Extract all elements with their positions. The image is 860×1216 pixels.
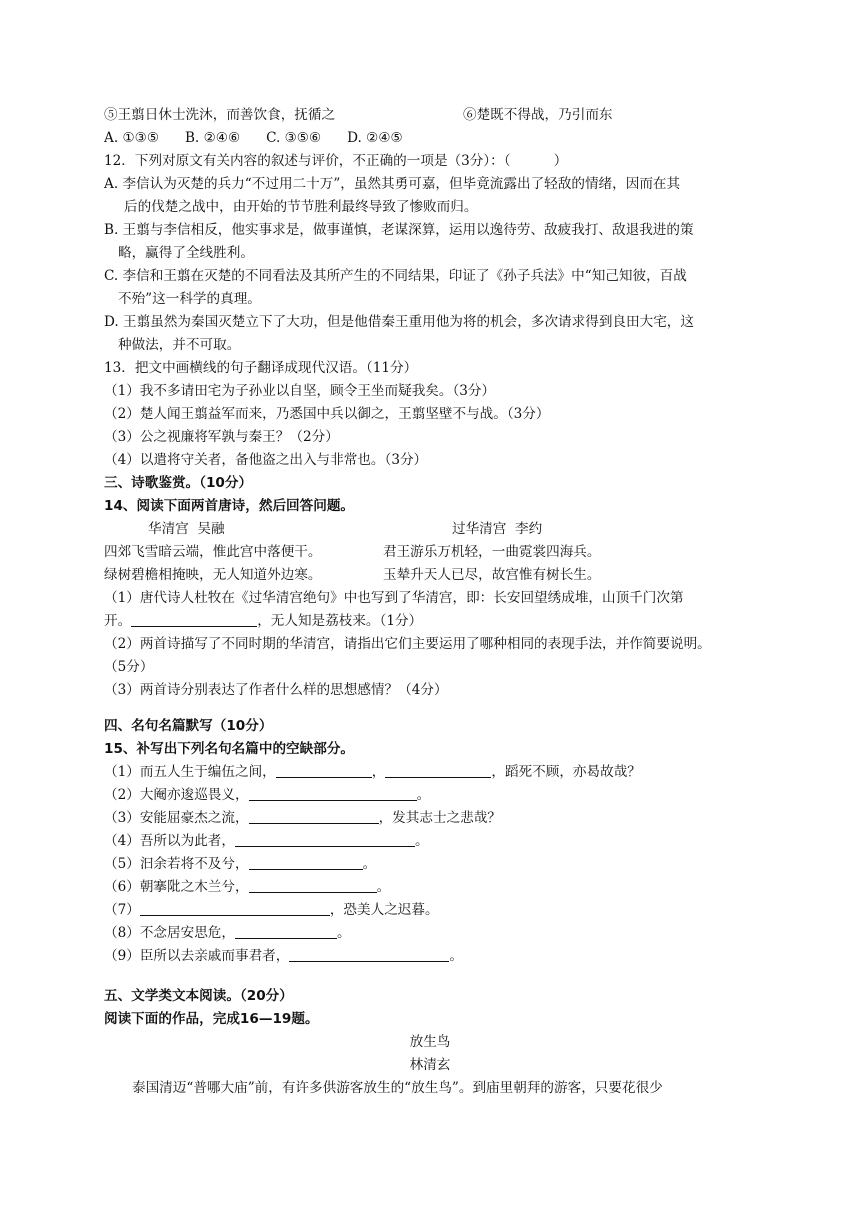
answer-blank[interactable]: [235, 832, 415, 847]
section-5-heading: 五、文学类文本阅读。（20分）: [104, 988, 293, 1004]
fill-3-suffix: ，发其志士之悲哉？: [378, 810, 501, 826]
fill-1-suffix: ，蹈死不顾，亦曷故哉？: [491, 764, 641, 780]
fill-1-mid: ，: [371, 764, 386, 780]
answer-blank[interactable]: [131, 612, 257, 627]
answer-blank[interactable]: [249, 786, 417, 801]
fill-2: [104, 784, 430, 806]
option-line-5: ⑤王翦日休士洗沐，而善饮食，抚循之: [104, 107, 336, 123]
fill-7: [104, 899, 439, 921]
fill-3: [104, 807, 501, 829]
story-paragraph-1: 泰国清迈“普哪大庙”前，有许多供游客放生的“放生鸟”。到庙里朝拜的游客，只要花很少: [132, 1080, 663, 1096]
poem-1-line-1: 四郊飞雪暗云端，惟此宫中落便干。: [104, 544, 322, 560]
answer-blank[interactable]: [249, 878, 377, 893]
poem-1-line-2: 绿树碧檐相掩映，无人知道外边寒。: [104, 567, 322, 583]
q14-1-prefix: 开。: [104, 613, 132, 629]
question-13: 13．把文中画横线的句子翻译成现代汉语。（11分）: [104, 360, 418, 376]
poem-2-line-1: 君王游乐万机轻，一曲霓裳四海兵。: [383, 544, 601, 560]
fill-9: [104, 945, 463, 967]
fill-5-suffix: 。: [362, 856, 377, 872]
answer-blank[interactable]: [249, 809, 379, 824]
option-c-line2: 不殆”这一科学的真理。: [118, 291, 261, 307]
fill-8: [104, 922, 351, 944]
answer-choices: A. ①③⑤ B. ②④⑥ C. ③⑤⑥ D. ②④⑤: [104, 130, 403, 146]
question-14-1-line2: [104, 610, 422, 632]
question-15: 15、补写出下列名句名篇中的空缺部分。: [104, 741, 355, 757]
story-title: 放生鸟: [409, 1034, 451, 1050]
option-a-line1: A. 李信认为灭楚的兵力“不过用二十万”，虽然其勇可嘉，但毕竟流露出了轻敌的情绪，因而在其: [104, 176, 681, 192]
answer-blank[interactable]: [289, 947, 449, 962]
story-author: 林清玄: [409, 1057, 451, 1073]
question-14-1-line1: （1）唐代诗人杜牧在《过华清宫绝句》中也写到了华清宫，即：长安回望绣成堆，山顶千门次第: [104, 590, 684, 606]
poem-1-title: 华清宫 吴融: [148, 521, 225, 537]
fill-5: [104, 853, 376, 875]
fill-1: [104, 761, 641, 783]
poem-2-line-2: 玉辇升天人已尽，故宫惟有树长生。: [383, 567, 601, 583]
option-b-line1: B. 王翦与李信相反，他实事求是，做事谨慎，老谋深算，运用以逸待劳、敌疲我打、敌退我进的策: [104, 222, 694, 238]
fill-6-suffix: 。: [376, 879, 391, 895]
option-line-6: ⑥楚既不得战，乃引而东: [463, 107, 613, 123]
fill-1-prefix: （1）而五人生于编伍之间，: [104, 764, 276, 780]
question-14-2-line2: （5分）: [104, 659, 154, 675]
option-c-line1: C. 李信和王翦在灭楚的不同看法及其所产生的不同结果，印证了《孙子兵法》中“知己知彼，百战: [104, 268, 687, 284]
question-16-instruction: 阅读下面的作品，完成16—19题。: [104, 1011, 319, 1027]
fill-4-suffix: 。: [415, 833, 429, 849]
fill-7-suffix: ，恐美人之迟暮。: [329, 902, 439, 918]
fill-4: [104, 830, 429, 852]
fill-5-prefix: （5）汩余若将不及兮，: [104, 856, 249, 872]
question-13-1: （1）我不多请田宅为子孙业以自坚，顾令王坐而疑我矣。（3分）: [104, 383, 496, 399]
question-13-2: （2）楚人闻王翦益军而来，乃悉国中兵以御之，王翦坚壁不与战。（3分）: [104, 406, 550, 422]
fill-6: [104, 876, 390, 898]
fill-9-prefix: （9）臣所以去亲戚而事君者，: [104, 948, 290, 964]
question-14-3: （3）两首诗分别表达了作者什么样的思想感情？（4分）: [104, 682, 448, 698]
fill-7-prefix: （7）: [104, 902, 140, 918]
answer-blank[interactable]: [249, 855, 363, 870]
fill-4-prefix: （4）吾所以为此者，: [104, 833, 235, 849]
answer-blank[interactable]: [276, 763, 372, 778]
question-13-4: （4）以遣将守关者，备他盗之出入与非常也。（3分）: [104, 452, 428, 468]
question-13-3: （3）公之视廉将军孰与秦王？（2分）: [104, 429, 339, 445]
answer-blank[interactable]: [235, 924, 337, 939]
option-a-line2: 后的伐楚之战中，由开始的节节胜利最终导致了惨败而归。: [124, 199, 478, 215]
fill-2-prefix: （2）大阉亦逡巡畏义，: [104, 787, 249, 803]
poem-2-title: 过华清宫 李约: [452, 521, 543, 537]
section-4-heading: 四、名句名篇默写（10分）: [104, 718, 273, 734]
fill-8-suffix: 。: [337, 925, 351, 941]
fill-6-prefix: （6）朝搴阰之木兰兮，: [104, 879, 249, 895]
option-d-line2: 种做法，并不可取。: [118, 337, 241, 353]
section-3-heading: 三、诗歌鉴赏。（10分）: [104, 475, 253, 491]
question-14-2-line1: （2）两首诗描写了不同时期的华清宫，请指出它们主要运用了哪种相同的表现手法，并作简要说明。: [104, 636, 711, 652]
question-12: 12．下列对原文有关内容的叙述与评价，不正确的一项是（3分）：（ ）: [104, 153, 568, 169]
fill-8-prefix: （8）不念居安思危，: [104, 925, 235, 941]
q14-1-suffix: ，无人知是荔枝来。（1分）: [257, 613, 423, 629]
answer-blank[interactable]: [140, 901, 330, 916]
fill-3-prefix: （3）安能屈豪杰之流，: [104, 810, 249, 826]
answer-blank[interactable]: [385, 763, 491, 778]
option-b-line2: 略，赢得了全线胜利。: [118, 245, 254, 261]
fill-2-suffix: 。: [416, 787, 431, 803]
option-d-line1: D. 王翦虽然为秦国灭楚立下了大功，但是他借秦王重用他为将的机会，多次请求得到良田大宅，这: [104, 314, 694, 330]
fill-9-suffix: 。: [449, 948, 463, 964]
question-14: 14、阅读下面两首唐诗，然后回答问题。: [104, 498, 355, 514]
